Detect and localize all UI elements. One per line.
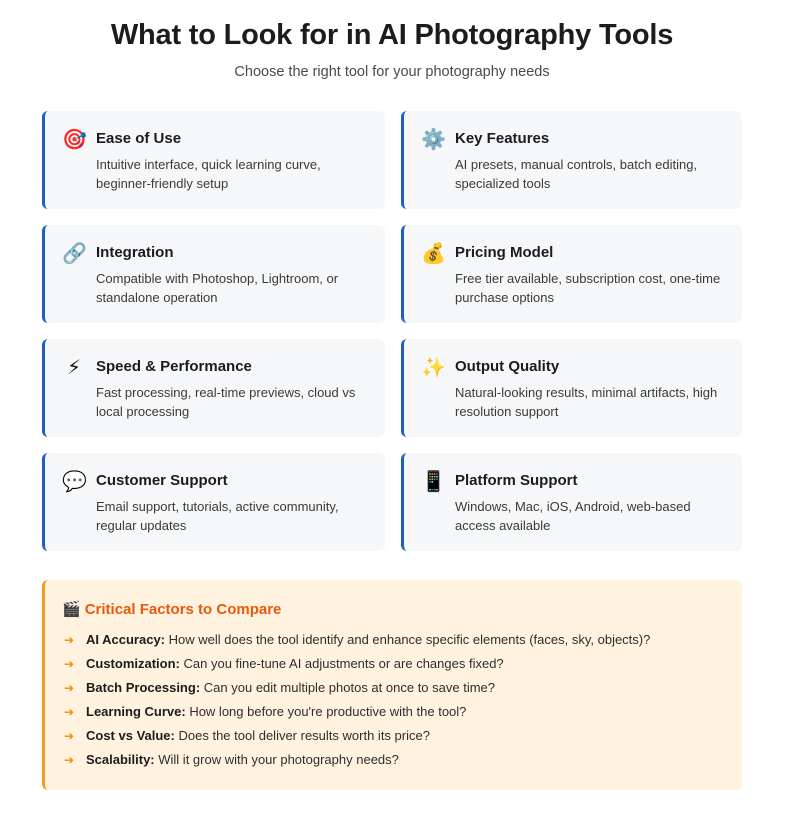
card-title: Output Quality — [455, 358, 560, 375]
card-integration — [42, 225, 385, 323]
arrow-right-icon: ➔ — [64, 633, 75, 647]
card-title: Customer Support — [96, 472, 228, 489]
factor-label: Learning Curve: — [86, 704, 186, 719]
factor-label: AI Accuracy: — [86, 632, 165, 647]
card-description: Intuitive interface, quick learning curve, beginner-friendly setup — [96, 157, 321, 191]
factor-text: How well does the tool identify and enhance specific elements (faces, sky, objects)? — [168, 632, 651, 647]
mobile-phone-icon: 📱 — [421, 469, 446, 493]
card-description: AI presets, manual controls, batch editing, specialized tools — [455, 157, 698, 191]
factor-text: How long before you're productive with the tool? — [189, 704, 467, 719]
factor-label: Scalability: — [86, 752, 155, 767]
money-bag-icon: 💰 — [421, 241, 446, 265]
card-title: Integration — [96, 244, 174, 261]
card-description: Compatible with Photoshop, Lightroom, or standalone operation — [96, 271, 339, 305]
card-output-quality — [401, 339, 742, 437]
card-description: Natural-looking results, minimal artifacts, high resolution support — [455, 385, 718, 419]
criteria-grid — [42, 111, 742, 551]
arrow-right-icon: ➔ — [64, 729, 75, 743]
speech-bubble-icon: 💬 — [62, 469, 87, 493]
card-title: Platform Support — [455, 472, 578, 489]
factor-text: Does the tool deliver results worth its price? — [178, 728, 430, 743]
card-description: Email support, tutorials, active community, regular updates — [96, 499, 339, 533]
critical-factors-title — [62, 599, 726, 620]
factor-label: Batch Processing: — [86, 680, 201, 695]
critical-factors-title-text: Critical Factors to Compare — [84, 601, 282, 618]
critical-factors-panel — [42, 580, 742, 790]
critical-factor-item — [62, 748, 726, 772]
gear-icon: ⚙️ — [421, 127, 446, 151]
link-icon: 🔗 — [62, 241, 87, 265]
arrow-right-icon: ➔ — [64, 657, 75, 671]
card-customer-support — [42, 453, 385, 551]
card-title: Pricing Model — [455, 244, 554, 261]
card-description: Free tier available, subscription cost, one-time purchase options — [455, 271, 721, 305]
clapper-board-icon: 🎬 — [62, 600, 81, 618]
card-pricing-model — [401, 225, 742, 323]
card-platform-support — [401, 453, 742, 551]
page-title: What to Look for in AI Photography Tools — [110, 19, 674, 51]
card-title: Ease of Use — [96, 130, 182, 147]
arrow-right-icon: ➔ — [64, 705, 75, 719]
factor-text: Can you edit multiple photos at once to save time? — [203, 680, 496, 695]
critical-factor-item — [62, 700, 726, 724]
factor-text: Will it grow with your photography needs? — [158, 752, 399, 767]
factor-label: Customization: — [86, 656, 180, 671]
critical-factor-item — [62, 676, 726, 700]
critical-factor-item — [62, 724, 726, 748]
arrow-right-icon: ➔ — [64, 681, 75, 695]
sparkles-icon: ✨ — [421, 355, 446, 379]
critical-factor-item — [62, 652, 726, 676]
page-subtitle: Choose the right tool for your photography needs — [234, 64, 550, 80]
card-description: Fast processing, real-time previews, cloud vs local processing — [96, 385, 356, 419]
arrow-right-icon: ➔ — [64, 753, 75, 767]
card-title: Key Features — [455, 130, 550, 147]
lightning-icon: ⚡ — [66, 355, 82, 379]
card-ease-of-use — [42, 111, 385, 209]
card-description: Windows, Mac, iOS, Android, web-based access available — [455, 499, 691, 533]
factor-label: Cost vs Value: — [86, 728, 175, 743]
critical-factor-item — [62, 628, 726, 652]
card-key-features — [401, 111, 742, 209]
card-speed-performance — [42, 339, 385, 437]
factor-text: Can you fine-tune AI adjustments or are changes fixed? — [183, 656, 504, 671]
target-icon: 🎯 — [62, 127, 87, 151]
card-title: Speed & Performance — [96, 358, 252, 375]
